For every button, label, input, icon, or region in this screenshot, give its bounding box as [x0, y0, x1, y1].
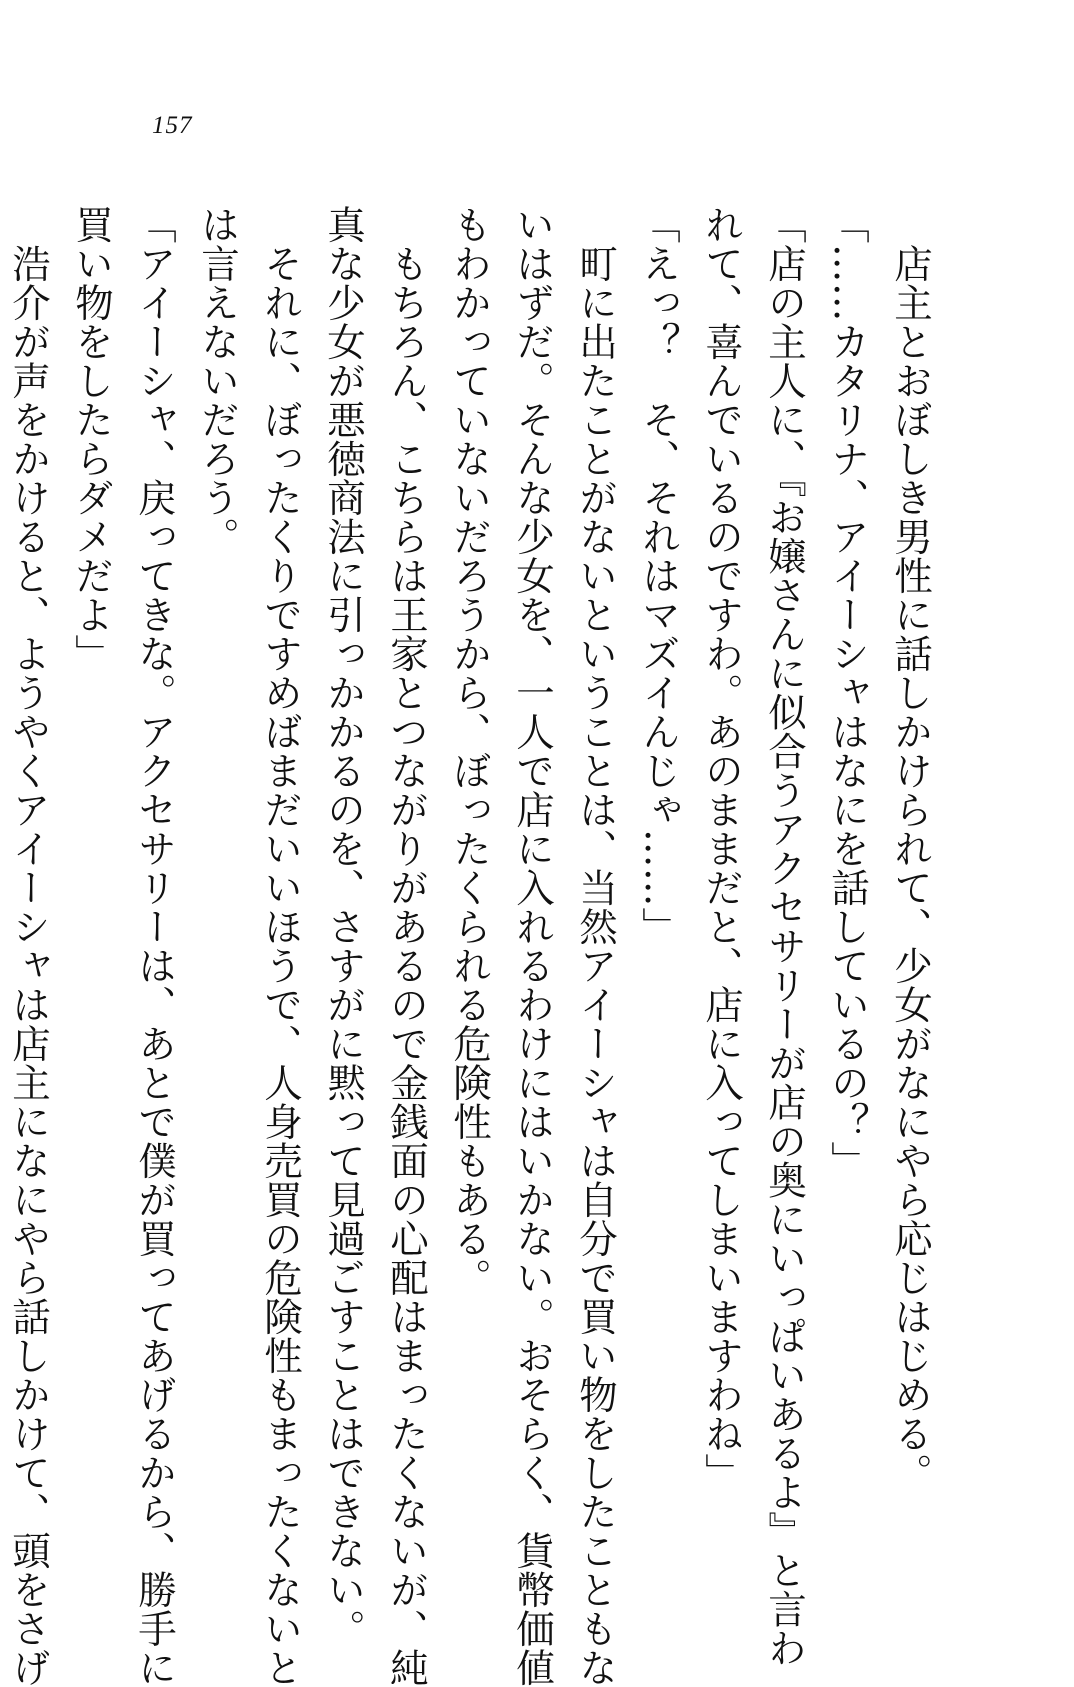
page-number: 157	[152, 112, 193, 139]
text-line: いはずだ。そんな少女を、一人で店に入れるわけにはいかない。おそらく、貨幣価値	[510, 205, 555, 1687]
text-line: もちろん、こちらは王家とつながりがあるので金銭面の心配はまったくないが、純	[384, 205, 429, 1687]
text-line: 「店の主人に、『お嬢さんに似合うアクセサリーが店の奥にいっぱいあるよ』と言わ	[762, 205, 807, 1668]
text-line: 町に出たことがないということは、当然アイーシャは自分で買い物をしたこともな	[573, 205, 618, 1687]
text-line: 真な少女が悪徳商法に引っかかるのを、さすがに黙って見過ごすことはできない。	[321, 205, 366, 1648]
text-line: もわかっていないだろうから、ぼったくられる危険性もある。	[447, 205, 492, 1297]
vertical-text-body	[6, 205, 942, 1687]
text-line: それに、ぼったくりですめばまだいいほうで、人身売買の危険性もまったくないと	[258, 205, 303, 1687]
text-line: は言えないだろう。	[195, 205, 240, 556]
text-line: 「アイーシャ、戻ってきな。アクセサリーは、あとで僕が買ってあげるから、勝手に	[132, 205, 177, 1687]
text-line: 浩介が声をかけると、ようやくアイーシャは店主になにやら話しかけて、頭をさげ	[6, 205, 51, 1687]
text-line: 店主とおぼしき男性に話しかけられて、少女がなにやら応じはじめる。	[888, 205, 933, 1492]
text-line: れて、喜んでいるのですわ。あのままだと、店に入ってしまいますわね」	[699, 205, 744, 1492]
text-line: 買い物をしたらダメだよ」	[69, 205, 114, 673]
text-line: 「……カタリナ、アイーシャはなにを話しているの？」	[825, 205, 870, 1180]
text-line: 「えっ？ そ、それはマズイんじゃ……」	[636, 205, 681, 946]
